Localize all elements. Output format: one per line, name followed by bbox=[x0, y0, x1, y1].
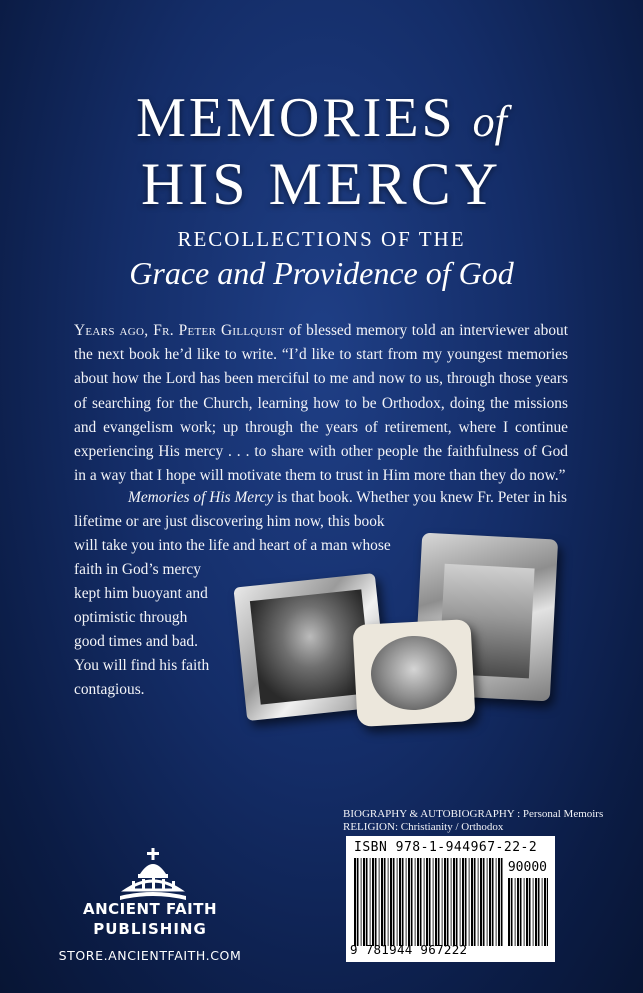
blurb-p2-line-7: good times and bad. bbox=[74, 633, 198, 650]
blurb-p2-line-8: You will find his faith bbox=[74, 657, 210, 674]
publisher-name-line-1: ANCIENT FAITH bbox=[82, 900, 217, 918]
church-dome-logo-icon bbox=[118, 848, 188, 904]
barcode-addon-bars bbox=[508, 878, 548, 946]
blurb-p2-line-3: will take you into the life and heart of a man whose bbox=[74, 537, 391, 554]
barcode-digits: 9 781944 967222 bbox=[350, 942, 468, 957]
isbn-barcode bbox=[346, 836, 555, 962]
isbn-text: ISBN 978-1-944967-22-2 bbox=[354, 840, 538, 855]
publisher-url: STORE.ANCIENTFAITH.COM bbox=[58, 948, 242, 963]
blurb-p2-line-6: optimistic through bbox=[74, 609, 188, 626]
barcode-bars bbox=[354, 858, 504, 946]
blurb-body: of blessed memory told an interviewer about the next book he’d like to write. “I’d like to start from my youngest memories about how the Lord has been merciful to me and now to us, through those years of searching for the Church, learning how to be Orthodox, doing the missions and evangelism work; up through the years of retirement, where I continue experiencing His mercy . . . to share with other people the faithfulness of God in a way that I hope will motivate them to trust in Him more than they do now.” bbox=[74, 322, 568, 485]
blurb-p2-line-4: faith in God’s mercy bbox=[74, 561, 201, 578]
price-code: 90000 bbox=[507, 860, 547, 875]
title-line-1: MEMORIES of bbox=[136, 87, 507, 149]
category-line-2: RELIGION: Christianity / Orthodox bbox=[343, 821, 504, 833]
category-line-1: BIOGRAPHY & AUTOBIOGRAPHY : Personal Memoirs bbox=[343, 808, 604, 820]
blurb-p2-line-9: contagious. bbox=[74, 681, 145, 698]
blurb-p2-line-5: kept him buoyant and bbox=[74, 585, 208, 602]
blurb-p2-line-1: Memories of His Mercy is that book. Whether you knew Fr. Peter in his bbox=[128, 489, 567, 506]
subtitle-line-1: RECOLLECTIONS OF THE bbox=[177, 227, 466, 251]
couple-oval-photo bbox=[352, 619, 475, 727]
title-line-2: HIS MERCY bbox=[140, 151, 503, 217]
blurb-paragraph-1 bbox=[74, 319, 568, 488]
publisher-name-line-2: PUBLISHING bbox=[93, 920, 207, 938]
subtitle-line-2: Grace and Providence of God bbox=[129, 255, 514, 291]
blurb-lead: Years ago, Fr. Peter Gillquist bbox=[74, 322, 285, 339]
blurb-p2-line-2: lifetime or are just discovering him now, this book bbox=[74, 513, 385, 530]
